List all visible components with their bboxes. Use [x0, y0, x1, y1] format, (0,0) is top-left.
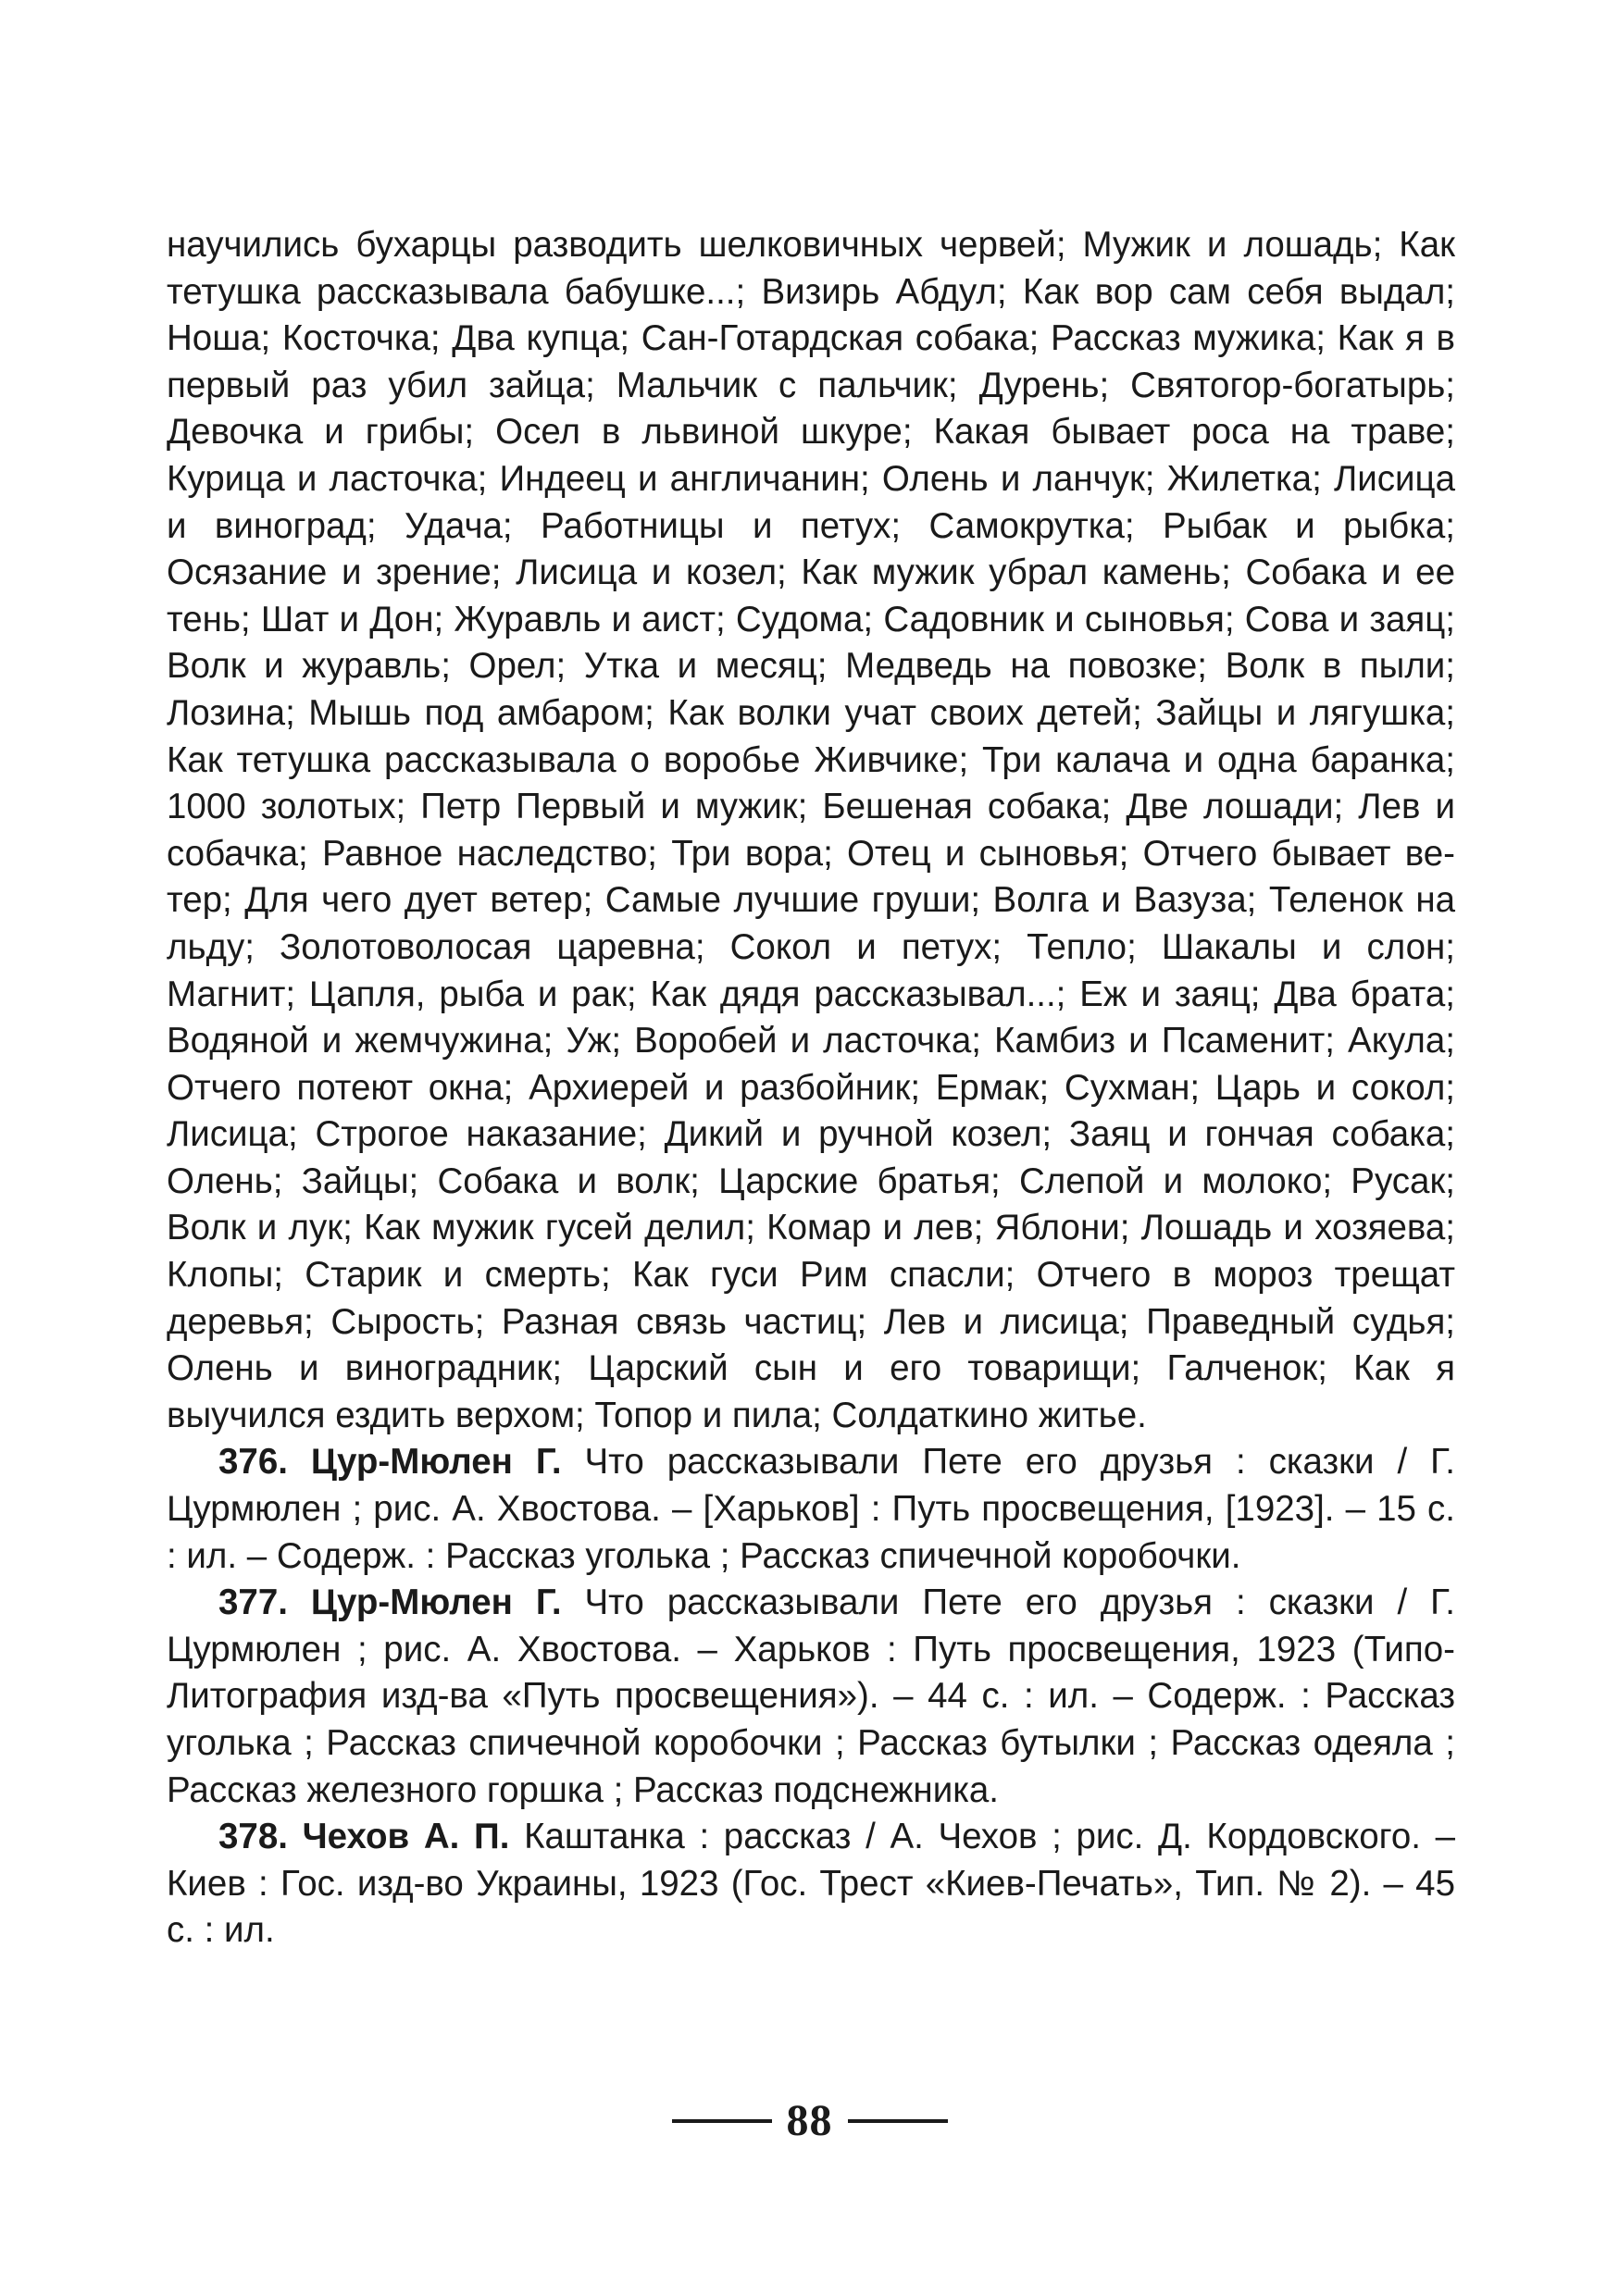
bibliography-entry-376	[167, 1439, 1455, 1580]
footer-rule-left	[672, 2119, 772, 2123]
entry-heading: 377. Цур-Мюлен Г.	[218, 1582, 562, 1623]
entry-description: Каштанка : рассказ / А. Чехов ; рис. Д. Кордовского. – Киев : Гос. изд-во Украины, 1923 (Гос. Трест «Киев-Печать», Тип. № 2). – 45 с. : ил.	[167, 1817, 1456, 1951]
entry-description: Что рассказывали Пете его друзья : сказки / Г. Цурмюлен ; рис. А. Хвостова. – Харьков : Путь просвещения, 1923 (Типо-Литография изд-ва «Путь просвещения»). – 44 с. : ил. – Содерж. : Рассказ уголька ; Рассказ спичечной коробочки ; Рассказ бутылки ; Рассказ одеяла ; Рассказ железного горшка ; Рассказ подснежника.	[167, 1582, 1455, 1810]
bibliography-entry-377	[167, 1580, 1455, 1814]
page-footer	[0, 2096, 1619, 2145]
entry-heading: 376. Цур-Мюлен Г.	[218, 1442, 562, 1483]
bibliography-entry-378	[167, 1814, 1455, 1955]
page-number: 88	[786, 2096, 833, 2145]
page-body	[167, 222, 1455, 1955]
entry-heading: 378. Чехов А. П.	[218, 1817, 510, 1857]
footer-rule-right	[848, 2119, 948, 2123]
continued-contents-list: научились бухарцы разводить шелковичных червей; Мужик и лошадь; Как тетушка рассказывала бабушке...; Визирь Абдул; Как вор сам себя выдал; Ноша; Косточка; Два купца; Сан-Готардская собака; Рассказ мужика; Как я в первый раз убил зайца; Мальчик с пальчик; Дурень; Святогор-богатырь; Девочка и грибы; Осел в львиной шкуре; Какая бывает роса на траве; Курица и ласточка; Индеец и англичанин; Олень и ланчук; Жилетка; Лисица и виноград; Удача; Работницы и петух; Самокрутка; Рыбак и рыбка; Осязание и зрение; Лисица и козел; Как мужик убрал камень; Собака и ее тень; Шат и Дон; Журавль и аист; Судома; Садовник и сыновья; Сова и заяц; Волк и журавль; Орел; Утка и месяц; Медведь на повозке; Волк в пыли; Лозина; Мышь под амбаром; Как волки учат своих детей; Зайцы и лягушка; Как тетушка рассказывала о воробье Живчике; Три калача и одна баранка; 1000 золотых; Петр Первый и мужик; Бешеная собака; Две лошади; Лев и собачка; Равное наследство; Три вора; Отец и сыновья; Отчего бывает ветер; Для чего дует ветер; Самые лучшие груши; Волга и Вазуза; Теленок на льду; Золотоволосая царевна; Сокол и петух; Тепло; Шакалы и слон; Магнит; Цапля, рыба и рак; Как дядя рассказывал...; Еж и заяц; Два брата; Водяной и жемчужина; Уж; Воробей и ласточка; Камбиз и Псаменит; Акула; Отчего потеют окна; Архиерей и разбойник; Ермак; Сухман; Царь и сокол; Лисица; Строгое наказание; Дикий и ручной козел; Заяц и гончая собака; Олень; Зайцы; Собака и волк; Царские братья; Слепой и молоко; Русак; Волк и лук; Как мужик гусей делил; Комар и лев; Яблони; Лошадь и хозяева; Клопы; Старик и смерть; Как гуси Рим спасли; Отчего в мороз трещат деревья; Сырость; Разная связь частиц; Лев и лисица; Праведный судья; Олень и виноградник; Царский сын и его товарищи; Галченок; Как я выучился ездить верхом; Топор и пила; Солдаткино житье.	[167, 225, 1455, 1435]
entry-description: Что рассказывали Пете его друзья : сказки / Г. Цурмюлен ; рис. А. Хвостова. – [Харьков] : Путь просвещения, [1923]. – 15 с. : ил. – Содерж. : Рассказ уголька ; Рассказ спичечной коробочки.	[167, 1442, 1455, 1576]
